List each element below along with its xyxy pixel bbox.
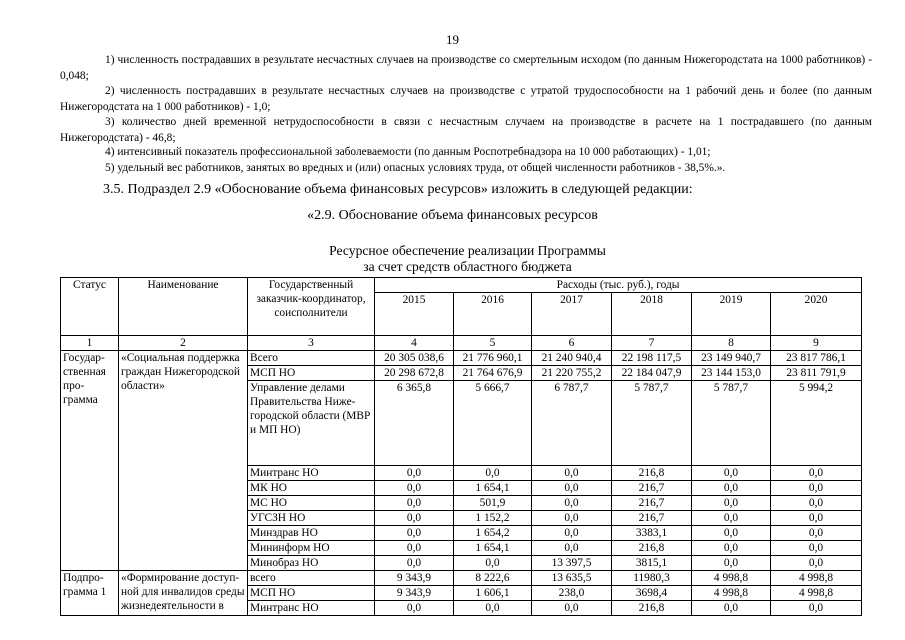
expense-cell: 216,7 — [612, 481, 692, 496]
expense-cell: 4 998,8 — [771, 571, 862, 586]
header-year: 2016 — [454, 293, 532, 336]
expense-cell: 3383,1 — [612, 526, 692, 541]
expense-cell: 20 298 672,8 — [375, 366, 454, 381]
expense-cell: 0,0 — [532, 481, 612, 496]
header-year: 2020 — [771, 293, 862, 336]
customer-cell: МК НО — [248, 481, 375, 496]
expense-cell: 23 811 791,9 — [771, 366, 862, 381]
customer-cell: Мининформ НО — [248, 541, 375, 556]
customer-cell: всего — [248, 571, 375, 586]
expense-cell: 5 994,2 — [771, 381, 862, 466]
customer-cell: Управление делами Правительства Ниже-городской области (МВР и МП НО) — [248, 381, 375, 466]
header-year: 2017 — [532, 293, 612, 336]
expense-cell: 0,0 — [375, 466, 454, 481]
program-name: «Социальная поддержка граждан Нижегородской области» — [119, 351, 248, 571]
expense-cell: 11980,3 — [612, 571, 692, 586]
expense-cell: 0,0 — [692, 496, 771, 511]
customer-cell: УГСЗН НО — [248, 511, 375, 526]
customer-cell: МСП НО — [248, 366, 375, 381]
header-year: 2018 — [612, 293, 692, 336]
expense-cell: 0,0 — [692, 556, 771, 571]
expense-cell: 216,8 — [612, 466, 692, 481]
expense-cell: 9 343,9 — [375, 586, 454, 601]
expense-cell: 0,0 — [454, 556, 532, 571]
expense-cell: 0,0 — [771, 601, 862, 616]
expense-cell: 0,0 — [771, 481, 862, 496]
column-number: 6 — [532, 336, 612, 351]
expense-cell: 13 397,5 — [532, 556, 612, 571]
expense-cell: 1 654,2 — [454, 526, 532, 541]
indicator-1-text: 1) численность пострадавших в результате несчастных случаев на производстве со смертельным исходом (по данным Нижегородстата на 1000 работников) - 0,048; — [60, 54, 872, 82]
indicator-2 — [60, 84, 872, 115]
expense-cell: 0,0 — [692, 541, 771, 556]
expense-cell: 0,0 — [375, 481, 454, 496]
expense-cell: 0,0 — [771, 496, 862, 511]
expense-cell: 501,9 — [454, 496, 532, 511]
column-number: 8 — [692, 336, 771, 351]
expense-cell: 0,0 — [692, 481, 771, 496]
expense-cell: 1 654,1 — [454, 541, 532, 556]
expense-cell: 5 787,7 — [692, 381, 771, 466]
customer-cell: Всего — [248, 351, 375, 366]
customer-cell: Минтранс НО — [248, 601, 375, 616]
expense-cell: 0,0 — [532, 511, 612, 526]
expense-cell: 13 635,5 — [532, 571, 612, 586]
expense-cell: 22 184 047,9 — [612, 366, 692, 381]
expense-cell: 0,0 — [771, 556, 862, 571]
expense-cell: 0,0 — [692, 601, 771, 616]
expense-cell: 1 152,2 — [454, 511, 532, 526]
expense-cell: 0,0 — [375, 541, 454, 556]
expense-cell: 6 365,8 — [375, 381, 454, 466]
column-number: 4 — [375, 336, 454, 351]
expense-cell: 3815,1 — [612, 556, 692, 571]
customer-cell: Минздрав НО — [248, 526, 375, 541]
indicator-2-text: 2) численность пострадавших в результате несчастных случаев на производстве с утратой трудоспособности на 1 рабочий день и более (по данным Нижегородстата на 1 000 работников) - 1,0; — [60, 85, 872, 113]
subprogram-status: Подпро-грамма 1 — [61, 571, 119, 616]
expense-cell: 4 998,8 — [692, 571, 771, 586]
expense-cell: 0,0 — [692, 466, 771, 481]
header-status: Статус — [61, 278, 119, 336]
indicator-1 — [60, 53, 872, 84]
expense-cell: 1 606,1 — [454, 586, 532, 601]
table-title-line-1: Ресурсное обеспечение реализации Программы — [329, 243, 606, 258]
expense-cell: 0,0 — [375, 601, 454, 616]
indicator-4-text: 4) интенсивный показатель профессиональной заболеваемости (по данным Роспотребнадзора на 10 000 работающих) - 1,01; — [105, 146, 711, 158]
expense-cell: 20 305 038,6 — [375, 351, 454, 366]
customer-cell: МС НО — [248, 496, 375, 511]
header-expenses: Расходы (тыс. руб.), годы — [375, 278, 862, 293]
expense-cell: 5 666,7 — [454, 381, 532, 466]
expense-cell: 0,0 — [771, 466, 862, 481]
expense-cell: 0,0 — [771, 511, 862, 526]
expense-cell: 21 764 676,9 — [454, 366, 532, 381]
subprogram-name: «Формирование доступ-ной для инвалидов среды жизнедеятельности в — [119, 571, 248, 616]
expense-cell: 22 198 117,5 — [612, 351, 692, 366]
expense-cell: 216,7 — [612, 496, 692, 511]
expense-cell: 0,0 — [771, 526, 862, 541]
expense-cell: 0,0 — [771, 541, 862, 556]
expense-cell: 6 787,7 — [532, 381, 612, 466]
column-number: 1 — [61, 336, 119, 351]
expense-cell: 5 787,7 — [612, 381, 692, 466]
expense-cell: 3698,4 — [612, 586, 692, 601]
expense-cell: 1 654,1 — [454, 481, 532, 496]
expense-cell: 0,0 — [375, 526, 454, 541]
column-number: 2 — [119, 336, 248, 351]
expense-cell: 21 240 940,4 — [532, 351, 612, 366]
expense-cell: 21 220 755,2 — [532, 366, 612, 381]
expense-cell: 0,0 — [375, 511, 454, 526]
expense-cell: 0,0 — [532, 601, 612, 616]
expense-cell: 0,0 — [375, 496, 454, 511]
expense-cell: 0,0 — [454, 466, 532, 481]
subsection-title: «2.9. Обоснование объема финансовых ресурсов — [307, 208, 598, 223]
expense-cell: 4 998,8 — [692, 586, 771, 601]
table-row — [61, 571, 862, 586]
expense-cell: 0,0 — [692, 526, 771, 541]
section-instruction: 3.5. Подраздел 2.9 «Обоснование объема финансовых ресурсов» изложить в следующей редакции: — [103, 182, 693, 197]
expense-cell: 216,8 — [612, 541, 692, 556]
column-number: 5 — [454, 336, 532, 351]
program-status: Государ-ственная про-грамма — [61, 351, 119, 571]
indicator-5-text: 5) удельный вес работников, занятых во вредных и (или) опасных условиях труда, от общей численности работников - 38,5%.». — [105, 162, 726, 174]
expense-cell: 0,0 — [532, 496, 612, 511]
table-row — [61, 351, 862, 366]
expense-cell: 0,0 — [692, 511, 771, 526]
customer-cell: МСП НО — [248, 586, 375, 601]
expense-cell: 216,7 — [612, 511, 692, 526]
expense-cell: 9 343,9 — [375, 571, 454, 586]
column-number: 3 — [248, 336, 375, 351]
column-number: 9 — [771, 336, 862, 351]
expense-cell: 4 998,8 — [771, 586, 862, 601]
indicator-3 — [60, 115, 872, 146]
page-number: 19 — [446, 32, 459, 47]
column-number: 7 — [612, 336, 692, 351]
indicator-4 — [60, 145, 872, 161]
customer-cell: Минобраз НО — [248, 556, 375, 571]
resource-table — [60, 277, 862, 616]
expense-cell: 21 776 960,1 — [454, 351, 532, 366]
expense-cell: 0,0 — [532, 541, 612, 556]
expense-cell: 0,0 — [532, 466, 612, 481]
expense-cell: 238,0 — [532, 586, 612, 601]
expense-cell: 23 817 786,1 — [771, 351, 862, 366]
header-name: Наименование — [119, 278, 248, 336]
expense-cell: 23 144 153,0 — [692, 366, 771, 381]
expense-cell: 216,8 — [612, 601, 692, 616]
header-customer: Государственный заказчик-координатор, соисполнители — [248, 278, 375, 336]
indicator-5 — [60, 161, 872, 177]
header-year: 2015 — [375, 293, 454, 336]
expense-cell: 0,0 — [532, 526, 612, 541]
expense-cell: 0,0 — [454, 601, 532, 616]
expense-cell: 8 222,6 — [454, 571, 532, 586]
customer-cell: Минтранс НО — [248, 466, 375, 481]
expense-cell: 23 149 940,7 — [692, 351, 771, 366]
header-year: 2019 — [692, 293, 771, 336]
table-title-line-2: за счет средств областного бюджета — [363, 259, 572, 274]
expense-cell: 0,0 — [375, 556, 454, 571]
indicator-3-text: 3) количество дней временной нетрудоспособности в связи с несчастным случаем на производстве в расчете на 1 пострадавшего (по данным Нижегородстата) - 46,8; — [60, 116, 872, 144]
